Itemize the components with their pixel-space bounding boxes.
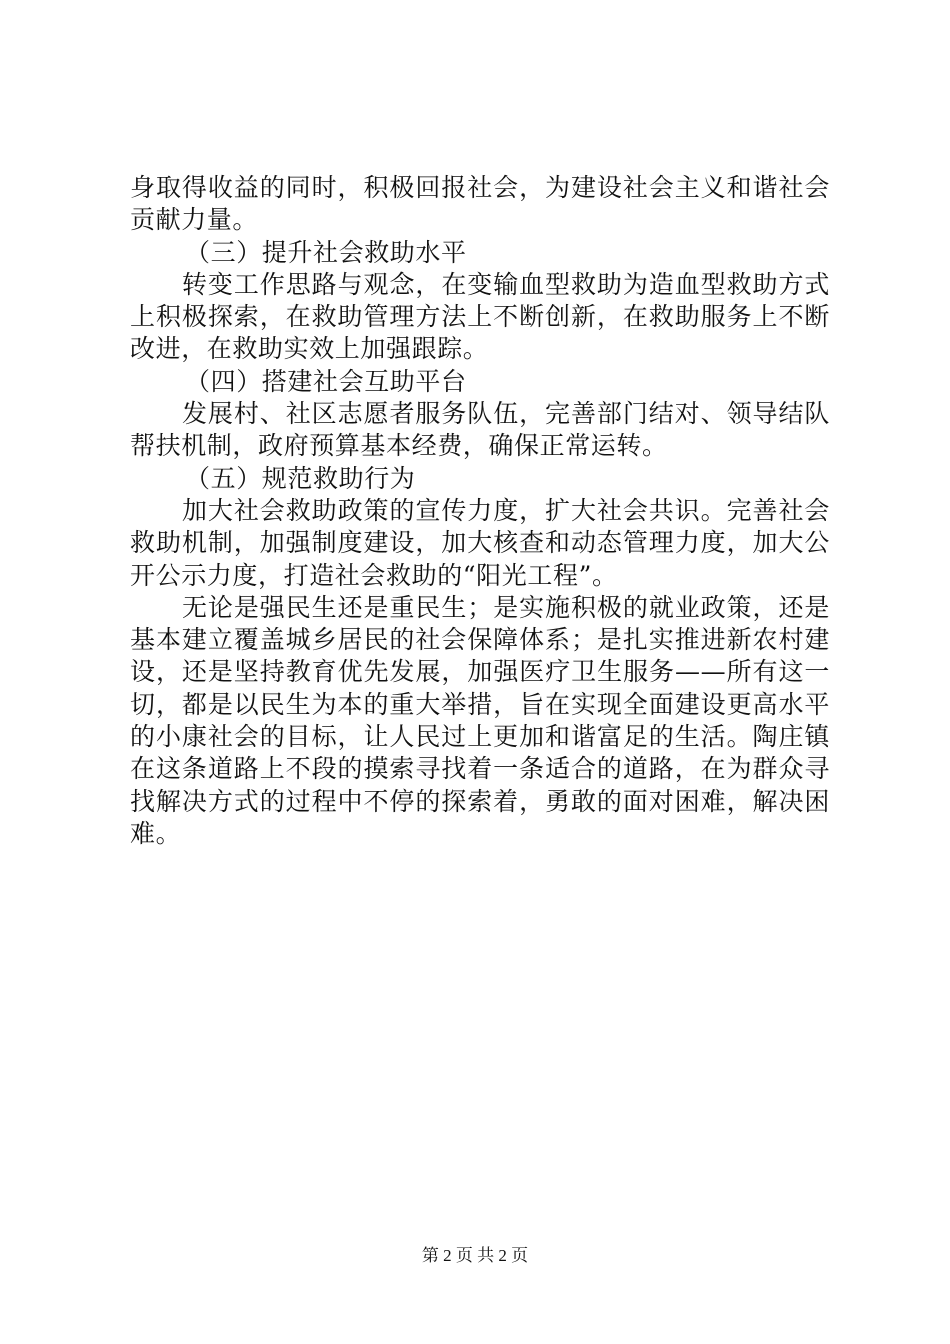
text-line: 无论是强民生还是重民生；是实施积极的就业政策，还是 <box>182 592 830 622</box>
text-line: 切，都是以民生为本的重大举措，旨在实现全面建设更高水平 <box>130 689 830 719</box>
text-line: 帮扶机制，政府预算基本经费，确保正常运转。 <box>130 431 668 461</box>
text-line: 基本建立覆盖城乡居民的社会保障体系；是扎实推进新农村建 <box>130 625 830 655</box>
text-line: 难。 <box>130 818 182 848</box>
text-line: 改进，在救助实效上加强跟踪。 <box>130 334 489 364</box>
text-line: 开公示力度，打造社会救助的“阳光工程”。 <box>130 560 618 590</box>
section-heading: （四）搭建社会互助平台 <box>185 366 467 396</box>
text-line: 身取得收益的同时，积极回报社会，为建设社会主义和谐社会 <box>130 173 830 202</box>
document-body <box>130 172 830 850</box>
text-line: 贡献力量。 <box>130 205 259 235</box>
text-line: 上积极探索，在救助管理方法上不断创新，在救助服务上不断 <box>130 302 830 332</box>
text-line: 加大社会救助政策的宣传力度，扩大社会共识。完善社会 <box>182 495 830 525</box>
text-line: 的小康社会的目标，让人民过上更加和谐富足的生活。陶庄镇 <box>130 722 830 752</box>
page-number-label: 第 2 页 共 2 页 <box>421 1246 529 1265</box>
text-line: 设，还是坚持教育优先发展，加强医疗卫生服务——所有这一 <box>130 657 830 687</box>
section-heading: （五）规范救助行为 <box>185 463 416 493</box>
text-line: 救助机制，加强制度建设，加大核查和动态管理力度，加大公 <box>130 528 830 558</box>
text-line: 转变工作思路与观念，在变输血型救助为造血型救助方式 <box>182 269 830 299</box>
text-line: 找解决方式的过程中不停的探索着，勇敢的面对困难，解决困 <box>130 786 830 816</box>
text-line: 发展村、社区志愿者服务队伍，完善部门结对、领导结队 <box>182 399 830 429</box>
text-line: 在这条道路上不段的摸索寻找着一条适合的道路，在为群众寻 <box>130 754 830 784</box>
section-heading: （三）提升社会救助水平 <box>185 237 467 267</box>
page-footer <box>0 1241 950 1266</box>
